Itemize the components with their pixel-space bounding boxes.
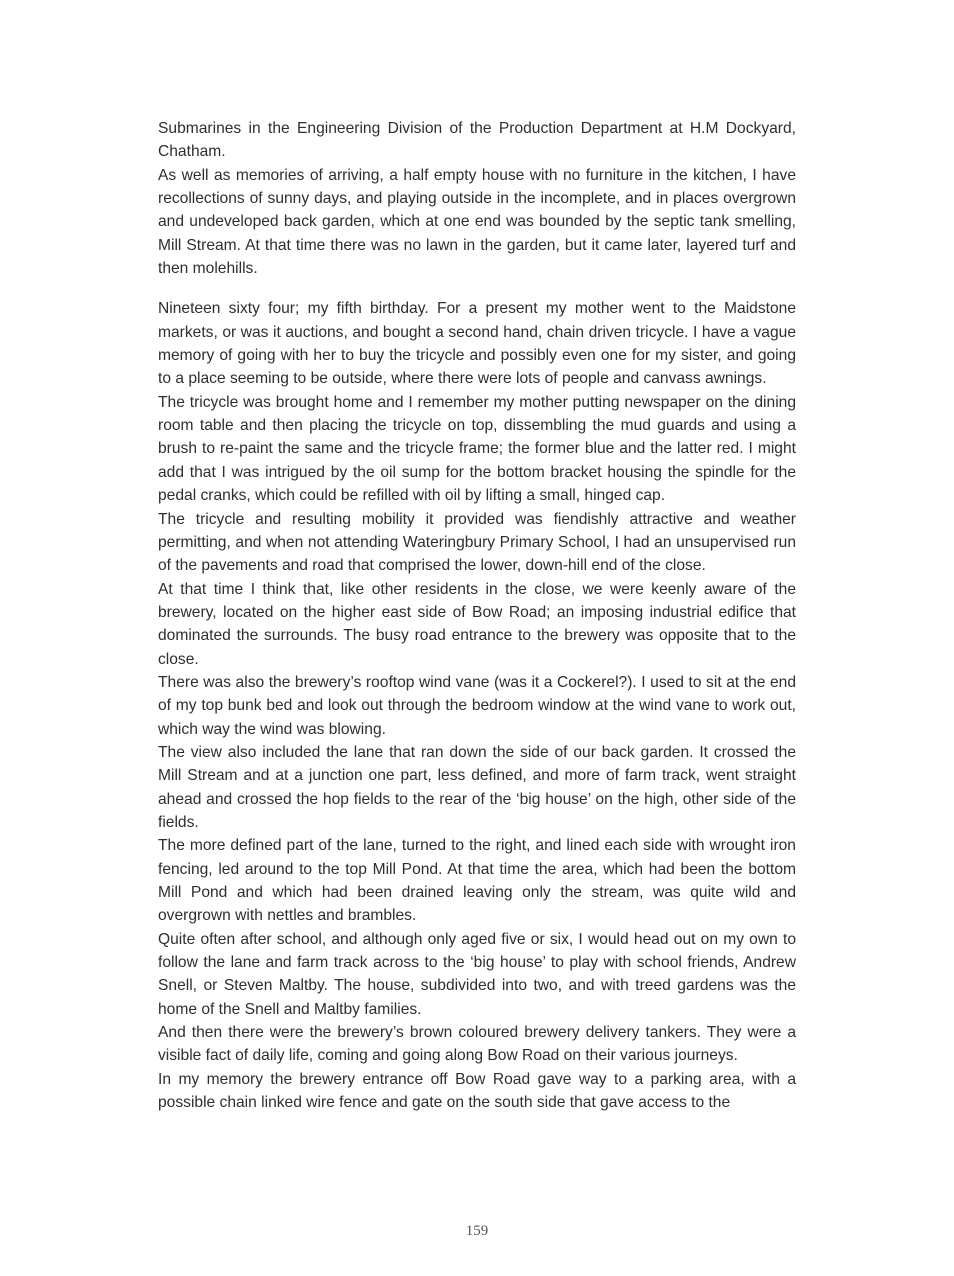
paragraph-5: The tricycle and resulting mobility it provided was fiendishly attractive and weather permitting, and when not attending Wateringbury Primary School, I had an unsupervised run of the pavements and road that comprised the lower, down-hill end of the close. bbox=[158, 510, 796, 575]
paragraph-9: The more defined part of the lane, turned to the right, and lined each side with wrought iron fencing, led around to the top Mill Pond. At that time the area, which had been the bottom Mill Pond and which had been drained leaving only the stream, was quite wild and overgrown with nettles and brambles. bbox=[158, 837, 796, 925]
paragraph-1: Submarines in the Engineering Division of the Production Department at H.M Dockyard, Chatham. bbox=[158, 120, 796, 161]
paragraph-3: Nineteen sixty four; my fifth birthday. For a present my mother went to the Maidstone markets, or was it auctions, and bought a second hand, chain driven tricycle. I have a vague memory of going with her to buy the tricycle and possibly even one for my sister, and going to a place seeming to be outside, where there were lots of people and canvass awnings. bbox=[158, 300, 796, 388]
paragraph-4: The tricycle was brought home and I remember my mother putting newspaper on the dining room table and then placing the tricycle on top, dissembling the mud guards and using a brush to re-paint the same and the tricycle frame; the former blue and the latter red. I might add that I was intrigued by the oil sump for the bottom bracket housing the spindle for the pedal cranks, which could be refilled with oil by lifting a small, hinged cap. bbox=[158, 393, 796, 505]
paragraph-7: There was also the brewery’s rooftop wind vane (was it a Cockerel?). I used to sit at the end of my top bunk bed and look out through the bedroom window at the wind vane to work out, which way the wind was blowing. bbox=[158, 673, 796, 738]
paragraph-8: The view also included the lane that ran down the side of our back garden. It crossed the Mill Stream and at a junction one part, less defined, and more of farm track, went straight ahead and crossed the hop fields to the rear of the ‘big house’ on the high, other side of the fields. bbox=[158, 743, 796, 831]
paragraph-10: Quite often after school, and although only aged five or six, I would head out on my own to follow the lane and farm track across to the ‘big house’ to play with school friends, Andrew Snell, or Steven Maltby. The house, subdivided into two, and with treed gardens was the home of the Snell and Maltby families. bbox=[158, 930, 796, 1018]
body-text bbox=[158, 117, 796, 1114]
paragraph-12: In my memory the brewery entrance off Bow Road gave way to a parking area, with a possible chain linked wire fence and gate on the south side that gave access to the bbox=[158, 1070, 796, 1112]
paragraph-11: And then there were the brewery’s brown coloured brewery delivery tankers. They were a visible fact of daily life, coming and going along Bow Road on their various journeys. bbox=[158, 1024, 796, 1065]
page-number: 159 bbox=[465, 1223, 489, 1239]
paragraph-2: As well as memories of arriving, a half empty house with no furniture in the kitchen, I have recollections of sunny days, and playing outside in the incomplete, and in places overgrown and undeveloped back garden, which at one end was bounded by the septic tank smelling, Mill Stream. At that time there was no lawn in the garden, but it came later, layered turf and then molehills. bbox=[158, 166, 796, 278]
paragraph-6: At that time I think that, like other residents in the close, we were keenly aware of the brewery, located on the higher east side of Bow Road; an imposing industrial edifice that dominated the surrounds. The busy road entrance to the brewery was opposite that to the close. bbox=[158, 580, 796, 668]
